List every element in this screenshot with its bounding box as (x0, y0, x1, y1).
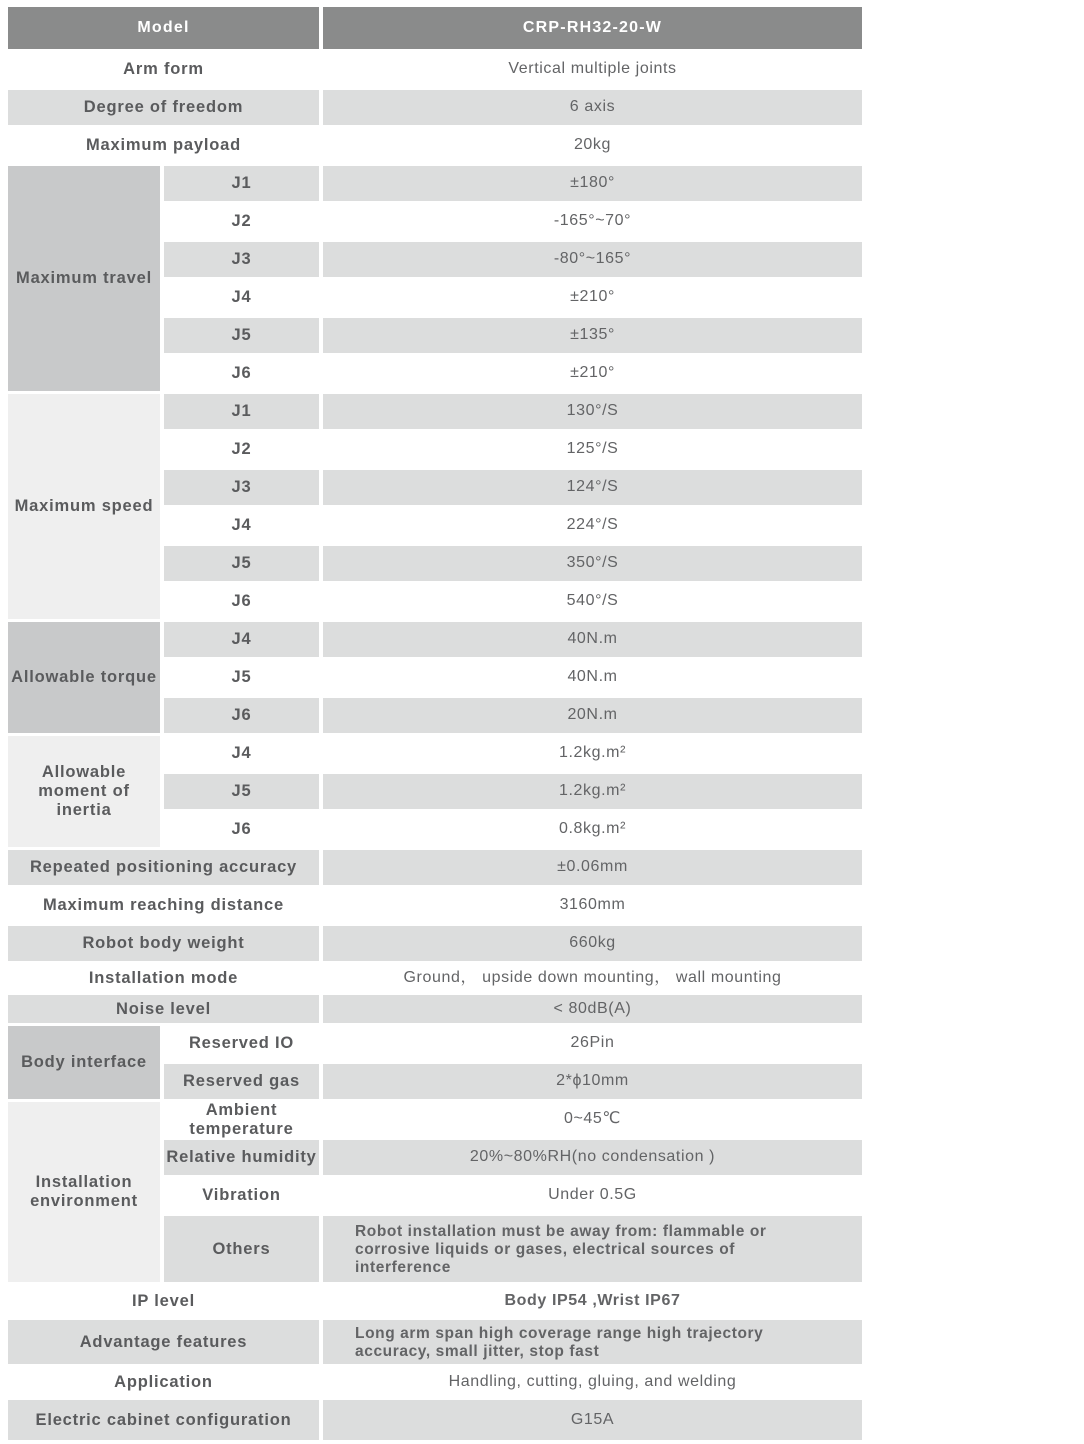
joint-value: -165°~70° (553, 212, 632, 230)
group-label-maximum-travel: Maximum travel (8, 166, 160, 391)
group-label-body-interface: Body interface (8, 1026, 160, 1099)
spec-table (8, 7, 862, 1440)
joint-value: 0.8kg.m² (558, 820, 627, 838)
group-label-allowable-moment-of-inertia: Allowable moment of inertia (8, 736, 160, 847)
sub-label-others: Others (164, 1216, 319, 1282)
joint-value: 1.2kg.m² (323, 774, 862, 809)
joint-value: 124°/S (323, 470, 862, 505)
joint-value: -80°~165° (323, 242, 862, 277)
joint-value: 350°/S (323, 546, 862, 581)
sub-value-reserved-io: 26Pin (570, 1034, 615, 1052)
joint-label: J1 (164, 166, 319, 201)
model-header-label: Model (8, 7, 319, 49)
joint-value: 540°/S (566, 592, 619, 610)
row-label-maximum-payload: Maximum payload (85, 136, 242, 155)
joint-value: 20N.m (323, 698, 862, 733)
row-value-robot-body-weight: 660kg (323, 926, 862, 961)
joint-value: ±210° (570, 364, 615, 382)
joint-value: 1.2kg.m² (558, 744, 627, 762)
group-label-maximum-speed: Maximum speed (8, 394, 160, 619)
joint-label: J4 (164, 622, 319, 657)
row-label-robot-body-weight: Robot body weight (8, 926, 319, 961)
joint-label: J3 (164, 470, 319, 505)
joint-label: J4 (231, 744, 252, 763)
row-value-application: Handling, cutting, gluing, and welding (448, 1372, 737, 1390)
row-value-maximum-payload: 20kg (573, 136, 612, 154)
sub-value-relative-humidity: 20%~80%RH(no condensation ) (323, 1140, 862, 1175)
joint-value: 130°/S (323, 394, 862, 429)
row-value-noise-level: < 80dB(A) (323, 995, 862, 1023)
joint-value: 125°/S (566, 440, 619, 458)
row-value-maximum-reaching-distance: 3160mm (559, 896, 626, 914)
joint-label: J5 (164, 774, 319, 809)
group-label-installation-environment: Installation environment (8, 1102, 160, 1282)
joint-label: J2 (231, 440, 252, 459)
row-label-application: Application (114, 1372, 213, 1391)
joint-label: J1 (164, 394, 319, 429)
joint-value: ±180° (323, 166, 862, 201)
row-value-advantage-features: Long arm span high coverage range high trajectory accuracy, small jitter, stop fast (323, 1320, 862, 1364)
row-label-noise-level: Noise level (8, 995, 319, 1023)
row-label-ip-level: IP level (132, 1291, 195, 1310)
row-label-arm-form: Arm form (123, 60, 204, 79)
row-value-installation-mode: Ground， upside down mounting， wall mounting (403, 968, 782, 986)
joint-value: 224°/S (566, 516, 619, 534)
row-value-arm-form: Vertical multiple joints (508, 60, 677, 78)
joint-label: J6 (231, 364, 252, 383)
joint-label: J6 (231, 592, 252, 611)
group-label-allowable-torque: Allowable torque (8, 622, 160, 733)
row-value-repeated-positioning-accuracy: ±0.06mm (323, 850, 862, 885)
sub-label-vibration: Vibration (202, 1186, 281, 1205)
joint-value: ±135° (323, 318, 862, 353)
joint-label: J5 (164, 318, 319, 353)
sub-label-relative-humidity: Relative humidity (164, 1140, 319, 1175)
joint-value: 40N.m (567, 668, 618, 686)
row-label-maximum-reaching-distance: Maximum reaching distance (43, 896, 284, 915)
sub-value-ambient-temperature: 0~45℃ (563, 1110, 621, 1128)
row-label-repeated-positioning-accuracy: Repeated positioning accuracy (8, 850, 319, 885)
sub-value-others: Robot installation must be away from: flammable or corrosive liquids or gases, electrical sources of interference (323, 1216, 862, 1282)
joint-label: J3 (164, 242, 319, 277)
joint-value: 40N.m (323, 622, 862, 657)
sub-label-reserved-gas: Reserved gas (164, 1064, 319, 1099)
joint-label: J4 (231, 516, 252, 535)
joint-value: ±210° (570, 288, 615, 306)
row-label-degree-of-freedom: Degree of freedom (8, 90, 319, 125)
row-value-degree-of-freedom: 6 axis (323, 90, 862, 125)
row-label-electric-cabinet-configuration: Electric cabinet configuration (8, 1400, 319, 1440)
row-label-installation-mode: Installation mode (88, 968, 239, 987)
joint-label: J5 (164, 546, 319, 581)
joint-label: J4 (231, 288, 252, 307)
sub-value-vibration: Under 0.5G (548, 1186, 637, 1204)
joint-label: J6 (164, 698, 319, 733)
sub-label-ambient-temperature: Ambient temperature (189, 1100, 294, 1138)
joint-label: J2 (231, 212, 252, 231)
sub-value-reserved-gas: 2*ϕ10mm (323, 1064, 862, 1099)
joint-label: J5 (231, 668, 252, 687)
model-header-value: CRP-RH32-20-W (323, 7, 862, 49)
row-label-advantage-features: Advantage features (8, 1320, 319, 1364)
joint-label: J6 (231, 820, 252, 839)
row-value-electric-cabinet-configuration: G15A (323, 1400, 862, 1440)
row-value-ip-level: Body IP54 ,Wrist IP67 (504, 1291, 681, 1309)
sub-label-reserved-io: Reserved IO (188, 1034, 295, 1053)
